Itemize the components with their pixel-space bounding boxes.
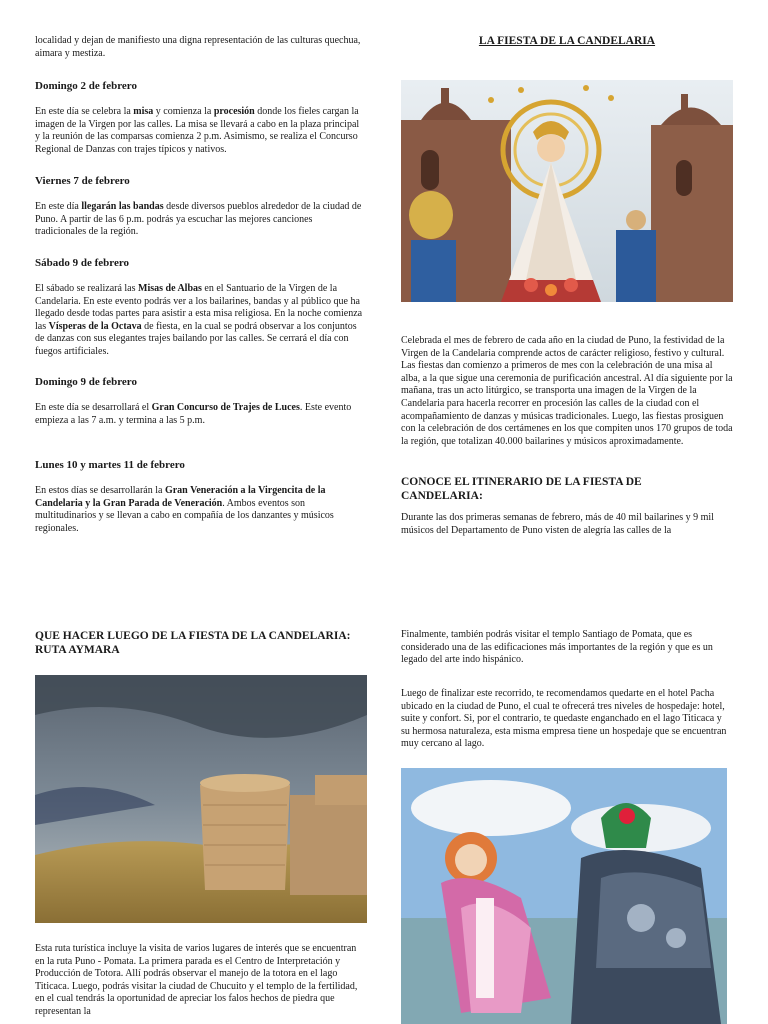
event-text	[35, 402, 365, 427]
ruta-aymara-description: Esta ruta turística incluye la visita de varios lugares de interés que se encuentran en la ruta Puno - Pomata. La primera parada es el Centro de Interpretación y Producción de Totora. Allí podrás observar el manejo de la totora en el lago Titicaca. Luego, podrás visitar la ciudad de Chucuito y el templo de la fertilidad, en el cual tendrás la oportunidad de apreciar los falos hechos de piedra que representan la	[35, 943, 358, 1017]
bold-text: Misas de Albas	[138, 283, 202, 294]
text-run: . Este evento empieza a las 7 a.m. y termina a las 5 p.m.	[35, 402, 352, 426]
candelaria-description: Celebrada el mes de febrero de cada año en la ciudad de Puno, la festividad de la Virgen de la Candelaria comprende actos de carácter religioso, festivo y cultural. Las fiestas dan comienzo a primeros de mes con la celebración de una misa al alba, a la que sigue una ceremonia de purificación ancestral. Al día siguiente por la mañana, tras un acto litúrgico, se transporta una imagen de la Virgen de la Candelaria para hacerla recorrer en procesión las calles de la ciudad con el acompañamiento de danzas y músicas tradicionales. Luego, las fiestas prosiguen con la celebración de dos certámenes en los que compiten unos 170 grupos de toda la región, que totalizan 40.000 bailarines y músicos aproximadamente.	[401, 335, 733, 447]
text-run: El sábado se realizará las	[35, 283, 139, 294]
pomata-paragraph: Finalmente, también podrás visitar el templo Santiago de Pomata, que es considerado una de las edificaciones más importantes de la región y que es un legado del arte indo hispánico.	[401, 629, 713, 666]
sillustani-tower-photo	[35, 675, 367, 923]
text-run: En este día se desarrollará el	[35, 402, 152, 413]
text-run: de fiesta, en la cual se podrá observar a los conjuntos de danzas con sus elegantes trajes bailando por las calles. Se cerrará el día con fuegos artificiales.	[35, 320, 357, 357]
ruta-aymara-heading: QUE HACER LUEGO DE LA FIESTA DE LA CANDELARIA: RUTA AYMARA	[35, 630, 351, 656]
dancers-photo	[401, 768, 727, 1024]
text-run: y comienza la	[153, 106, 214, 117]
text-run: en el Santuario de la Virgen de la Candelaria. En este evento podrás ver a los bailarines, bandas y al público que ha llegado desde todas partes para asistir a esta misa religiosa. En la noche comienza las	[35, 283, 363, 332]
text-run: En estos días se desarrollarán la	[35, 485, 165, 496]
event-text	[35, 201, 365, 239]
bold-text: misa	[133, 106, 154, 117]
bold-text: procesión	[213, 106, 255, 117]
intro-paragraph: localidad y dejan de manifiesto una digna representación de las culturas quechua, aimara y mestiza.	[35, 35, 361, 59]
text-run: . Ambos eventos son multitudinarios y se llevan a cabo en compañía de los danzantes y músicos regionales.	[35, 497, 334, 534]
virgin-procession-photo	[401, 80, 733, 302]
text-run: En este día	[35, 201, 82, 212]
event-monday-tuesday	[35, 459, 365, 535]
event-sunday-feb9	[35, 376, 365, 427]
event-friday-feb7	[35, 175, 365, 239]
bold-text: llegarán las bandas	[81, 201, 164, 212]
event-sunday-feb2	[35, 80, 365, 156]
bold-text: Gran Concurso de Trajes de Luces	[151, 402, 300, 413]
event-heading: Viernes 7 de febrero	[35, 175, 130, 187]
event-text	[35, 485, 365, 535]
text-run: donde los fieles cargan la imagen de la Virgen por las calles. La misa se llevará a cabo en la plaza principal y la reunión de las comparsas comienza 2 p.m. Asimismo, se realiza el Concurso Regional de Danzas con trajes típicos y nativos.	[35, 106, 360, 155]
page-title: LA FIESTA DE LA CANDELARIA	[478, 35, 656, 47]
event-heading: Lunes 10 y martes 11 de febrero	[35, 459, 185, 471]
itinerary-heading: CONOCE EL ITINERARIO DE LA FIESTA DE CANDELARIA:	[401, 476, 642, 502]
event-heading: Domingo 2 de febrero	[35, 80, 137, 92]
itinerary-text: Durante las dos primeras semanas de febrero, más de 40 mil bailarines y 9 mil músicos del Departamento de Puno visten de alegría las calles de la	[401, 512, 714, 536]
event-heading: Domingo 9 de febrero	[35, 376, 137, 388]
bold-text: Gran Veneración a la Virgencita de la Candelaria y la Gran Parada de Veneración	[35, 485, 326, 509]
bold-text: Vísperas de la Octava	[48, 320, 142, 332]
text-run: desde diversos pueblos alrededor de la ciudad de Puno. A partir de las 6 p.m. podrás ya escuchar las mejores canciones tradicionales de la región.	[35, 201, 362, 238]
text-run: En este día se celebra la	[35, 106, 134, 117]
hotel-paragraph: Luego de finalizar este recorrido, te recomendamos quedarte en el hotel Pacha ubicado en la ciudad de Puno, el cual te ofrecerá tres niveles de hospedaje: hotel, suite y confort. Si, por el contrario, te quedaste enganchado en el lago Titicaca y su hermosa naturaleza, esta misma empresa tiene un hospedaje que se encuentran muy cercano al lago.	[401, 688, 727, 750]
event-heading: Sábado 9 de febrero	[35, 257, 130, 269]
event-saturday-feb9	[35, 257, 365, 359]
event-text	[35, 283, 365, 359]
event-text	[35, 106, 365, 156]
